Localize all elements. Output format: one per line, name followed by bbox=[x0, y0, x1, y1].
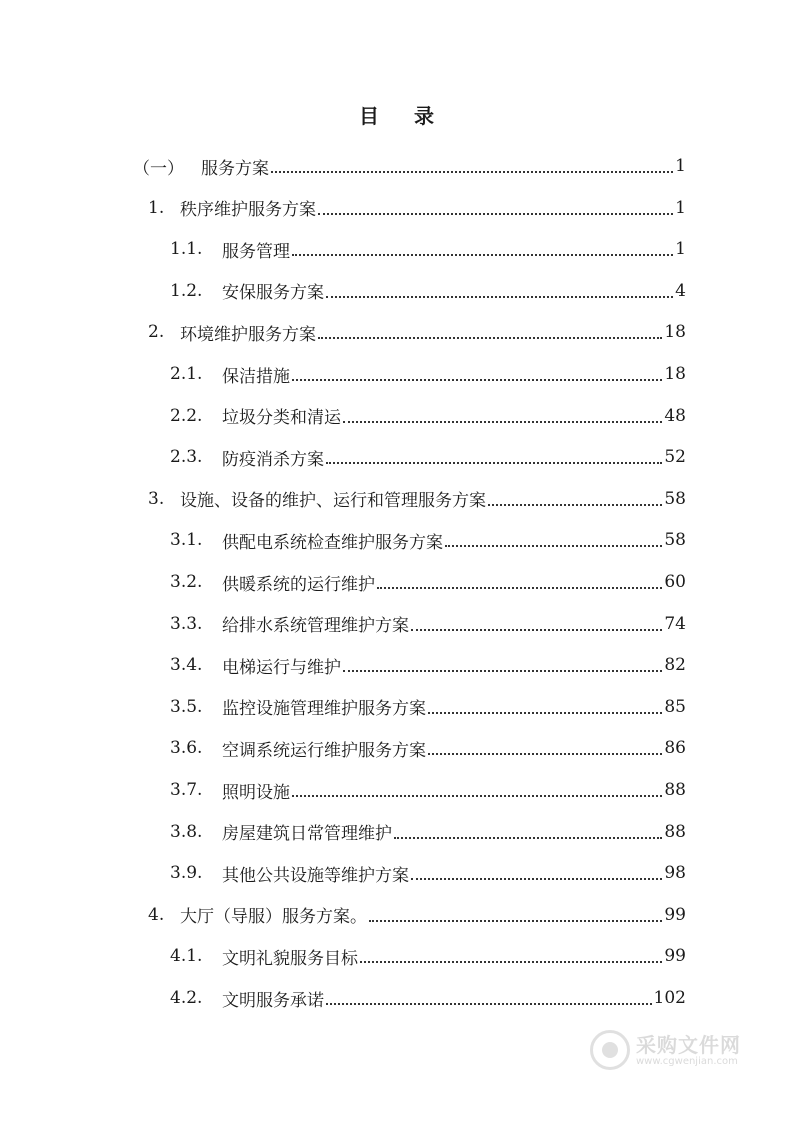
dot-leader bbox=[377, 587, 662, 589]
dot-leader bbox=[411, 878, 662, 880]
dot-leader bbox=[343, 670, 662, 672]
toc-entry-number: 1.2. bbox=[170, 280, 203, 301]
toc-entry-label: 安保服务方案 bbox=[222, 283, 324, 304]
dot-leader bbox=[318, 213, 673, 215]
toc-entry[interactable] bbox=[170, 354, 686, 394]
toc-entry-label: 设施、设备的维护、运行和管理服务方案 bbox=[180, 491, 486, 512]
toc-entry-label: 其他公共设施等维护方案 bbox=[222, 865, 409, 886]
toc-entry-page: 88 bbox=[664, 780, 686, 800]
toc-entry[interactable] bbox=[170, 562, 686, 602]
dot-leader bbox=[488, 504, 662, 506]
toc-entry-number: 2.1. bbox=[170, 364, 203, 384]
toc-entry-page: 82 bbox=[664, 655, 686, 676]
toc-entry-label: 供暖系统的运行维护 bbox=[222, 574, 375, 595]
toc-entry[interactable] bbox=[133, 146, 686, 186]
toc-entry-number: 4.2. bbox=[170, 988, 203, 1008]
toc-entry-label: 房屋建筑日常管理维护 bbox=[222, 824, 392, 845]
toc-entry-number: 3.2. bbox=[170, 572, 203, 592]
dot-leader bbox=[369, 920, 662, 922]
toc-entry[interactable] bbox=[170, 812, 686, 852]
toc-entry-label: 给排水系统管理维护方案 bbox=[222, 616, 409, 637]
toc-entry[interactable] bbox=[148, 188, 686, 228]
toc-entry-number: 2. bbox=[148, 322, 165, 343]
toc-entry-label: 环境维护服务方案 bbox=[180, 324, 316, 345]
toc-entry[interactable] bbox=[170, 271, 686, 311]
toc-entry-label: 服务方案 bbox=[201, 158, 269, 179]
toc-entry[interactable] bbox=[170, 520, 686, 560]
toc-entry-label: 供配电系统检查维护服务方案 bbox=[222, 532, 443, 553]
toc-entry-page: 1 bbox=[675, 239, 686, 260]
toc-entry-number: 3.3. bbox=[170, 613, 203, 634]
toc-entry[interactable] bbox=[170, 437, 686, 477]
toc-entry-page: 18 bbox=[664, 322, 686, 343]
toc-entry-page: 86 bbox=[664, 738, 686, 759]
toc-title: 目 录 bbox=[359, 104, 448, 128]
toc-entry[interactable] bbox=[170, 978, 686, 1018]
toc-entry-number: 4.1. bbox=[170, 946, 203, 967]
dot-leader bbox=[428, 753, 662, 755]
toc-entry-number: 3.7. bbox=[170, 780, 203, 800]
watermark bbox=[590, 1022, 760, 1078]
toc-entry-number: 3.5. bbox=[170, 696, 203, 717]
dot-leader bbox=[292, 254, 673, 256]
toc-entry-page: 102 bbox=[653, 988, 686, 1008]
toc-entry-label: 保洁措施 bbox=[222, 366, 290, 387]
toc-entry-label: 电梯运行与维护 bbox=[222, 657, 341, 678]
toc-entry-number: 3.1. bbox=[170, 530, 203, 551]
toc-entry-label: 垃圾分类和清运 bbox=[222, 408, 341, 429]
toc-entry-page: 99 bbox=[664, 946, 686, 967]
toc-entry[interactable] bbox=[170, 396, 686, 436]
toc-entry-label: 秩序维护服务方案 bbox=[180, 200, 316, 221]
toc-entry-page: 88 bbox=[664, 821, 686, 842]
toc-entry[interactable] bbox=[148, 895, 686, 935]
toc-entry[interactable] bbox=[170, 853, 686, 893]
toc-entry-page: 1 bbox=[675, 156, 686, 176]
toc-entry-number: 4. bbox=[148, 904, 165, 925]
dot-leader bbox=[411, 629, 662, 631]
toc-entry-number: （一） bbox=[133, 158, 184, 179]
toc-entry[interactable] bbox=[170, 604, 686, 644]
toc-entry[interactable] bbox=[170, 645, 686, 685]
dot-leader bbox=[326, 462, 662, 464]
toc-entry-label: 文明服务承诺 bbox=[222, 990, 324, 1011]
toc-entry-number: 3.9. bbox=[170, 863, 203, 884]
toc-entry-page: 58 bbox=[664, 530, 686, 551]
toc-entry-page: 18 bbox=[664, 364, 686, 384]
dot-leader bbox=[428, 712, 662, 714]
toc-entry-number: 3. bbox=[148, 488, 165, 509]
toc-entry[interactable] bbox=[170, 936, 686, 976]
toc-entry-page: 85 bbox=[664, 696, 686, 717]
toc-entry-label: 监控设施管理维护服务方案 bbox=[222, 699, 426, 720]
toc-entry-number: 3.4. bbox=[170, 655, 203, 676]
dot-leader bbox=[292, 379, 662, 381]
dot-leader bbox=[271, 171, 673, 173]
toc-entry[interactable] bbox=[170, 770, 686, 810]
toc-entry-number: 3.8. bbox=[170, 821, 203, 842]
toc-entry-page: 60 bbox=[664, 572, 686, 592]
toc-entry-number: 1. bbox=[148, 197, 165, 218]
toc-entry-page: 48 bbox=[664, 405, 686, 426]
toc-entry-page: 52 bbox=[664, 447, 686, 468]
dot-leader bbox=[394, 837, 662, 839]
watermark-text bbox=[636, 1034, 741, 1067]
watermark-name: 采购文件网 bbox=[636, 1032, 741, 1057]
toc-entry-number: 2.2. bbox=[170, 405, 203, 426]
toc-entry-page: 4 bbox=[675, 280, 686, 301]
dot-leader bbox=[318, 337, 662, 339]
toc-entry-number: 1.1. bbox=[170, 239, 203, 260]
toc-entry-page: 74 bbox=[664, 613, 686, 634]
toc-entry-number: 3.6. bbox=[170, 738, 203, 759]
toc-entry-label: 照明设施 bbox=[222, 782, 290, 803]
toc-entry-label: 大厅（导服）服务方案。 bbox=[180, 907, 367, 928]
dot-leader bbox=[326, 1003, 652, 1005]
toc-entry-page: 99 bbox=[664, 904, 686, 925]
toc-entry-label: 防疫消杀方案 bbox=[222, 449, 324, 470]
toc-entry-page: 1 bbox=[675, 197, 686, 218]
toc-entry-page: 98 bbox=[664, 863, 686, 884]
toc-entry-number: 2.3. bbox=[170, 447, 203, 468]
toc-entry-page: 58 bbox=[664, 488, 686, 509]
dot-leader bbox=[360, 961, 662, 963]
watermark-logo-icon bbox=[590, 1030, 630, 1070]
dot-leader bbox=[292, 795, 662, 797]
toc-entry-label: 服务管理 bbox=[222, 241, 290, 262]
toc-entry[interactable] bbox=[170, 229, 686, 269]
toc-entry-label: 文明礼貌服务目标 bbox=[222, 948, 358, 969]
toc-entry[interactable] bbox=[170, 728, 686, 768]
dot-leader bbox=[343, 421, 662, 423]
toc-entry-label: 空调系统运行维护服务方案 bbox=[222, 740, 426, 761]
toc-entry[interactable] bbox=[148, 479, 686, 519]
dot-leader bbox=[445, 545, 662, 547]
toc-entry[interactable] bbox=[170, 687, 686, 727]
toc-entry[interactable] bbox=[148, 312, 686, 352]
dot-leader bbox=[326, 296, 673, 298]
watermark-url: www.cgwenjian.com bbox=[636, 1055, 738, 1067]
